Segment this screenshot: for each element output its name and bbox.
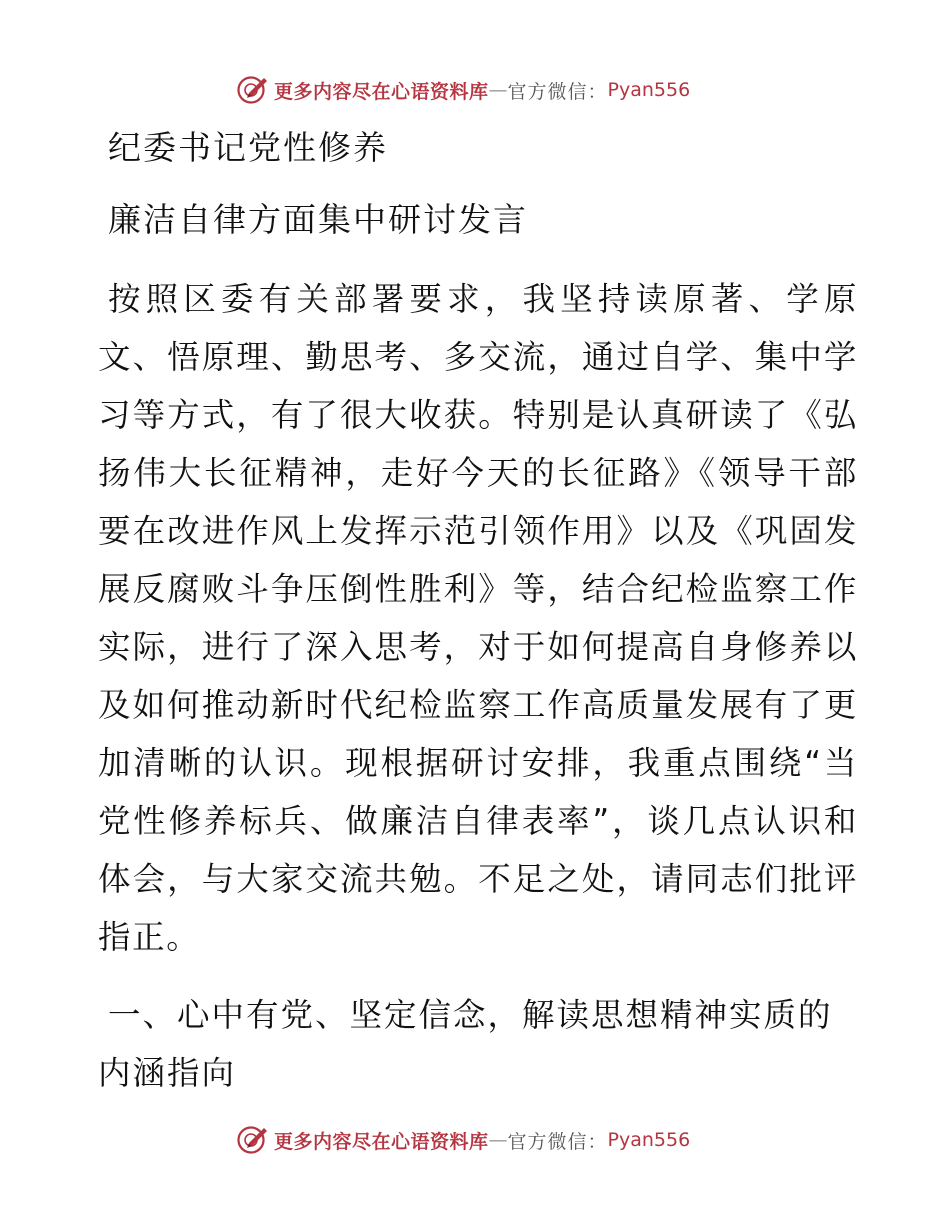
banner-separator: —	[488, 79, 508, 101]
banner-contact-label: 官方微信：	[507, 80, 608, 103]
banner-slogan: 更多内容尽在心语资料库	[274, 1130, 489, 1153]
banner-separator: —	[488, 1129, 508, 1151]
document-subtitle: 廉洁自律方面集中研讨发言	[108, 200, 528, 239]
body-paragraph: 按照区委有关部署要求，我坚持读原著、学原文、悟原理、勤思考、多交流，通过自学、集中学习等方式，有了很大收获。特别是认真研读了《弘扬伟大长征精神，走好今天的长征路》《领导干部要在改进作风上发挥示范引领作用》以及《巩固发展反腐败斗争压倒性胜利》等，结合纪检监察工作实际，进行了深入思考，对于如何提高自身修养以及如何推动新时代纪检监察工作高质量发展有了更加清晰的认识。现根据研讨安排，我重点围绕“当党性修养标兵、做廉洁自律表率”，谈几点认识和体会，与大家交流共勉。不足之处，请同志们批评指正。	[98, 280, 858, 956]
header-banner	[236, 72, 690, 108]
footer-banner	[236, 1122, 690, 1158]
pen-logo-icon	[236, 73, 270, 107]
banner-wechat-id: Pyan556	[607, 79, 691, 101]
banner-slogan: 更多内容尽在心语资料库	[274, 80, 489, 103]
banner-wechat-id: Pyan556	[607, 1129, 691, 1151]
pen-logo-icon	[236, 1123, 270, 1157]
document-title: 纪委书记党性修养	[108, 128, 388, 167]
section-heading: 一、心中有党、坚定信念，解读思想精神实质的内涵指向	[98, 996, 833, 1092]
banner-contact-label: 官方微信：	[507, 1130, 608, 1153]
